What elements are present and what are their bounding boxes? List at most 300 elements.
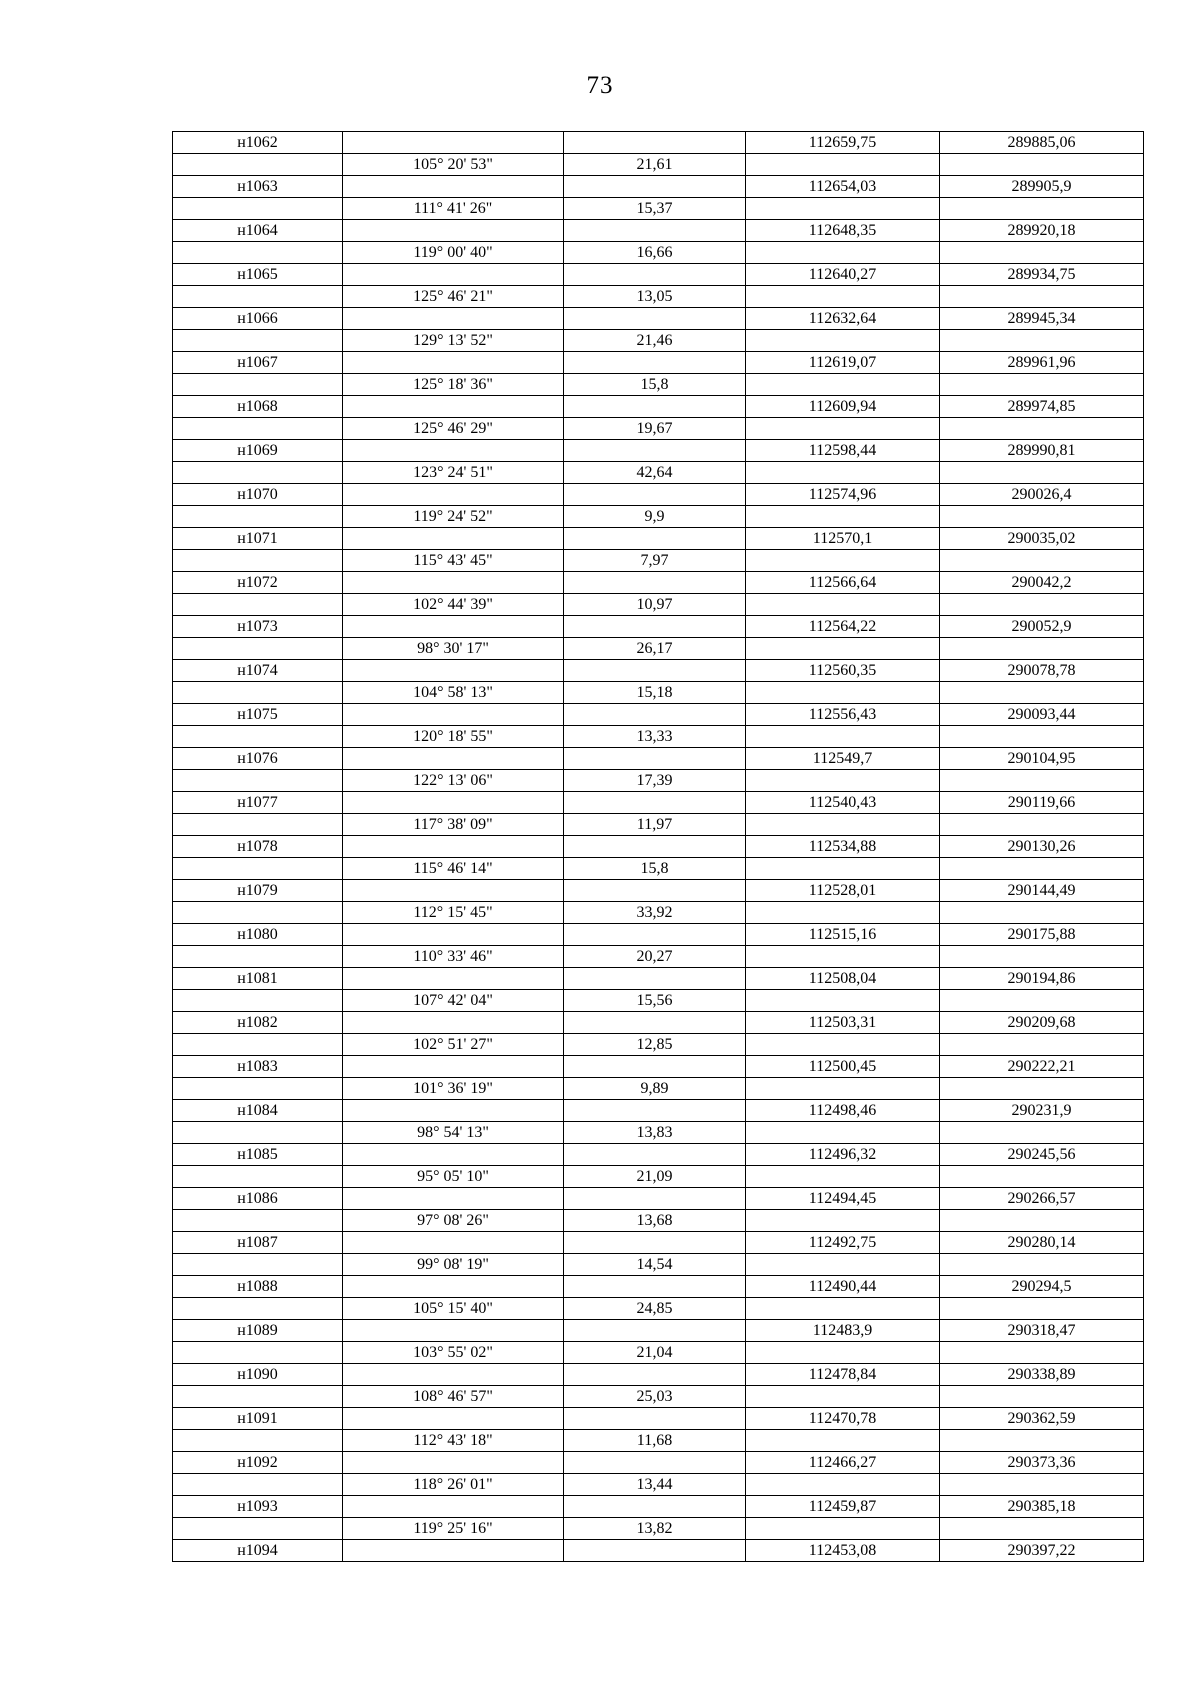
table-row [173,990,1144,1012]
direction-angle-cell [343,352,564,374]
point-name-cell: н1069 [173,440,343,462]
coord-x-cell: 112490,44 [746,1276,940,1298]
table-row [173,1342,1144,1364]
distance-cell: 15,37 [564,198,746,220]
table-row [173,1100,1144,1122]
coord-x-cell: 112570,1 [746,528,940,550]
coordinates-table-body [173,132,1144,1562]
coord-x-cell: 112648,35 [746,220,940,242]
coord-y-cell: 290042,2 [940,572,1144,594]
coord-y-cell [940,1474,1144,1496]
coord-y-cell [940,1342,1144,1364]
coord-x-cell: 112564,22 [746,616,940,638]
coord-x-cell [746,506,940,528]
table-row [173,770,1144,792]
point-name-cell [173,286,343,308]
direction-angle-cell [343,968,564,990]
distance-cell [564,924,746,946]
table-row [173,484,1144,506]
coord-x-cell [746,1210,940,1232]
point-name-cell [173,154,343,176]
direction-angle-cell: 119° 25' 16" [343,1518,564,1540]
point-name-cell [173,946,343,968]
coord-y-cell: 289974,85 [940,396,1144,418]
coord-y-cell [940,550,1144,572]
direction-angle-cell: 102° 51' 27" [343,1034,564,1056]
coord-x-cell: 112496,32 [746,1144,940,1166]
distance-cell [564,1012,746,1034]
direction-angle-cell [343,440,564,462]
distance-cell [564,1144,746,1166]
table-row [173,1496,1144,1518]
coord-y-cell [940,286,1144,308]
point-name-cell [173,682,343,704]
coord-x-cell: 112492,75 [746,1232,940,1254]
direction-angle-cell: 120° 18' 55" [343,726,564,748]
coord-y-cell: 289885,06 [940,132,1144,154]
coord-x-cell: 112640,27 [746,264,940,286]
table-row [173,1232,1144,1254]
direction-angle-cell [343,1188,564,1210]
coord-x-cell [746,1122,940,1144]
table-row [173,462,1144,484]
direction-angle-cell [343,792,564,814]
coord-x-cell [746,1078,940,1100]
coord-x-cell: 112515,16 [746,924,940,946]
coord-y-cell [940,1166,1144,1188]
direction-angle-cell: 115° 43' 45" [343,550,564,572]
distance-cell [564,748,746,770]
coord-y-cell: 290266,57 [940,1188,1144,1210]
distance-cell: 9,89 [564,1078,746,1100]
distance-cell [564,1320,746,1342]
coord-y-cell: 290035,02 [940,528,1144,550]
coord-x-cell [746,1342,940,1364]
direction-angle-cell [343,1540,564,1562]
point-name-cell: н1077 [173,792,343,814]
distance-cell [564,484,746,506]
table-row [173,308,1144,330]
distance-cell [564,308,746,330]
direction-angle-cell [343,880,564,902]
coord-y-cell [940,726,1144,748]
coord-x-cell: 112508,04 [746,968,940,990]
coord-y-cell [940,1518,1144,1540]
coord-x-cell [746,902,940,924]
table-row [173,792,1144,814]
table-row [173,946,1144,968]
coord-y-cell: 289961,96 [940,352,1144,374]
table-row [173,1408,1144,1430]
table-row [173,550,1144,572]
coord-y-cell: 290280,14 [940,1232,1144,1254]
direction-angle-cell [343,220,564,242]
point-name-cell [173,638,343,660]
direction-angle-cell [343,1320,564,1342]
direction-angle-cell [343,176,564,198]
distance-cell [564,792,746,814]
point-name-cell [173,1386,343,1408]
coord-x-cell [746,946,940,968]
point-name-cell [173,1342,343,1364]
coord-y-cell [940,1298,1144,1320]
point-name-cell [173,1210,343,1232]
table-row [173,418,1144,440]
coord-y-cell [940,1386,1144,1408]
coord-x-cell: 112632,64 [746,308,940,330]
coord-y-cell [940,418,1144,440]
point-name-cell [173,1474,343,1496]
coord-y-cell [940,638,1144,660]
coord-x-cell: 112654,03 [746,176,940,198]
table-row [173,814,1144,836]
table-row [173,594,1144,616]
coord-x-cell [746,550,940,572]
point-name-cell [173,1430,343,1452]
point-name-cell [173,594,343,616]
point-name-cell: н1075 [173,704,343,726]
table-row [173,1518,1144,1540]
direction-angle-cell [343,616,564,638]
coord-y-cell [940,1122,1144,1144]
direction-angle-cell: 99° 08' 19" [343,1254,564,1276]
coord-x-cell [746,858,940,880]
point-name-cell [173,330,343,352]
coord-y-cell: 289920,18 [940,220,1144,242]
coord-y-cell [940,506,1144,528]
coord-y-cell: 290318,47 [940,1320,1144,1342]
direction-angle-cell [343,1276,564,1298]
table-row [173,880,1144,902]
point-name-cell: н1092 [173,1452,343,1474]
distance-cell: 12,85 [564,1034,746,1056]
point-name-cell [173,1122,343,1144]
table-row [173,440,1144,462]
coord-x-cell: 112609,94 [746,396,940,418]
coordinates-table [172,131,1144,1562]
coord-y-cell: 289990,81 [940,440,1144,462]
point-name-cell [173,550,343,572]
direction-angle-cell: 112° 43' 18" [343,1430,564,1452]
point-name-cell: н1066 [173,308,343,330]
coord-x-cell: 112503,31 [746,1012,940,1034]
coord-y-cell: 289905,9 [940,176,1144,198]
coord-y-cell [940,198,1144,220]
coord-x-cell: 112549,7 [746,748,940,770]
coord-y-cell [940,1254,1144,1276]
table-row [173,352,1144,374]
coord-y-cell [940,814,1144,836]
point-name-cell: н1084 [173,1100,343,1122]
table-row [173,704,1144,726]
point-name-cell [173,814,343,836]
point-name-cell [173,770,343,792]
distance-cell: 13,82 [564,1518,746,1540]
coord-y-cell: 290026,4 [940,484,1144,506]
coord-x-cell: 112619,07 [746,352,940,374]
direction-angle-cell: 119° 24' 52" [343,506,564,528]
distance-cell: 42,64 [564,462,746,484]
distance-cell: 21,09 [564,1166,746,1188]
point-name-cell: н1065 [173,264,343,286]
point-name-cell: н1073 [173,616,343,638]
distance-cell [564,396,746,418]
distance-cell [564,1276,746,1298]
point-name-cell: н1090 [173,1364,343,1386]
point-name-cell [173,726,343,748]
point-name-cell: н1093 [173,1496,343,1518]
distance-cell: 25,03 [564,1386,746,1408]
direction-angle-cell [343,132,564,154]
direction-angle-cell: 110° 33' 46" [343,946,564,968]
table-row [173,1430,1144,1452]
coord-x-cell: 112556,43 [746,704,940,726]
distance-cell: 13,44 [564,1474,746,1496]
direction-angle-cell: 125° 18' 36" [343,374,564,396]
direction-angle-cell [343,924,564,946]
point-name-cell: н1083 [173,1056,343,1078]
direction-angle-cell: 117° 38' 09" [343,814,564,836]
coord-y-cell [940,1078,1144,1100]
point-name-cell: н1070 [173,484,343,506]
direction-angle-cell [343,264,564,286]
distance-cell [564,968,746,990]
direction-angle-cell [343,396,564,418]
coord-x-cell [746,198,940,220]
coord-x-cell [746,726,940,748]
coord-y-cell [940,374,1144,396]
distance-cell [564,660,746,682]
point-name-cell [173,1078,343,1100]
distance-cell: 13,33 [564,726,746,748]
point-name-cell [173,198,343,220]
direction-angle-cell: 101° 36' 19" [343,1078,564,1100]
coord-x-cell: 112540,43 [746,792,940,814]
table-row [173,726,1144,748]
distance-cell: 13,68 [564,1210,746,1232]
coord-x-cell [746,418,940,440]
direction-angle-cell: 105° 15' 40" [343,1298,564,1320]
point-name-cell: н1063 [173,176,343,198]
table-row [173,506,1144,528]
coord-x-cell: 112459,87 [746,1496,940,1518]
direction-angle-cell [343,308,564,330]
coord-x-cell [746,154,940,176]
direction-angle-cell: 108° 46' 57" [343,1386,564,1408]
direction-angle-cell [343,836,564,858]
direction-angle-cell [343,484,564,506]
coord-y-cell [940,990,1144,1012]
coord-x-cell: 112566,64 [746,572,940,594]
distance-cell: 24,85 [564,1298,746,1320]
coord-x-cell [746,1518,940,1540]
point-name-cell [173,462,343,484]
direction-angle-cell: 102° 44' 39" [343,594,564,616]
point-name-cell [173,1166,343,1188]
coord-x-cell: 112453,08 [746,1540,940,1562]
table-row [173,242,1144,264]
table-row [173,1386,1144,1408]
direction-angle-cell [343,1012,564,1034]
table-row [173,660,1144,682]
coord-y-cell: 290130,26 [940,836,1144,858]
coord-y-cell [940,858,1144,880]
table-row [173,1122,1144,1144]
direction-angle-cell [343,1408,564,1430]
coord-x-cell: 112466,27 [746,1452,940,1474]
distance-cell [564,1452,746,1474]
coord-y-cell: 289934,75 [940,264,1144,286]
table-row [173,132,1144,154]
point-name-cell: н1091 [173,1408,343,1430]
table-row [173,1474,1144,1496]
table-row [173,1210,1144,1232]
direction-angle-cell [343,1100,564,1122]
coord-y-cell [940,594,1144,616]
direction-angle-cell: 119° 00' 40" [343,242,564,264]
table-row [173,1298,1144,1320]
direction-angle-cell [343,704,564,726]
point-name-cell: н1082 [173,1012,343,1034]
table-row [173,330,1144,352]
point-name-cell [173,1254,343,1276]
coord-y-cell: 290397,22 [940,1540,1144,1562]
distance-cell [564,616,746,638]
coord-y-cell: 290294,5 [940,1276,1144,1298]
distance-cell [564,572,746,594]
table-row [173,1078,1144,1100]
table-row [173,1540,1144,1562]
direction-angle-cell: 105° 20' 53" [343,154,564,176]
point-name-cell [173,1298,343,1320]
distance-cell [564,176,746,198]
table-row [173,572,1144,594]
table-row [173,858,1144,880]
point-name-cell: н1076 [173,748,343,770]
direction-angle-cell: 111° 41' 26" [343,198,564,220]
point-name-cell: н1089 [173,1320,343,1342]
table-row [173,924,1144,946]
table-row [173,396,1144,418]
point-name-cell: н1087 [173,1232,343,1254]
distance-cell [564,836,746,858]
coord-y-cell: 290144,49 [940,880,1144,902]
direction-angle-cell: 103° 55' 02" [343,1342,564,1364]
coord-x-cell [746,770,940,792]
distance-cell [564,1188,746,1210]
point-name-cell [173,990,343,1012]
distance-cell [564,440,746,462]
table-row [173,286,1144,308]
point-name-cell [173,1034,343,1056]
coord-y-cell: 290373,36 [940,1452,1144,1474]
distance-cell [564,132,746,154]
distance-cell [564,704,746,726]
point-name-cell: н1094 [173,1540,343,1562]
coord-y-cell: 289945,34 [940,308,1144,330]
direction-angle-cell [343,748,564,770]
distance-cell [564,1408,746,1430]
distance-cell [564,1540,746,1562]
coord-y-cell: 290194,86 [940,968,1144,990]
point-name-cell: н1079 [173,880,343,902]
coord-y-cell: 290231,9 [940,1100,1144,1122]
coord-y-cell: 290052,9 [940,616,1144,638]
coord-x-cell: 112478,84 [746,1364,940,1386]
table-row [173,1034,1144,1056]
table-row [173,1012,1144,1034]
distance-cell: 26,17 [564,638,746,660]
distance-cell: 15,18 [564,682,746,704]
coord-x-cell [746,990,940,1012]
direction-angle-cell: 112° 15' 45" [343,902,564,924]
distance-cell [564,1100,746,1122]
table-row [173,682,1144,704]
distance-cell: 7,97 [564,550,746,572]
coord-y-cell: 290093,44 [940,704,1144,726]
coord-x-cell [746,374,940,396]
table-row [173,528,1144,550]
coord-x-cell: 112500,45 [746,1056,940,1078]
point-name-cell: н1074 [173,660,343,682]
point-name-cell: н1062 [173,132,343,154]
direction-angle-cell [343,1056,564,1078]
point-name-cell: н1086 [173,1188,343,1210]
table-row [173,616,1144,638]
table-row [173,1254,1144,1276]
coord-x-cell [746,1430,940,1452]
coord-x-cell [746,1254,940,1276]
coord-x-cell [746,286,940,308]
direction-angle-cell [343,1232,564,1254]
coord-y-cell [940,462,1144,484]
table-row [173,220,1144,242]
coord-y-cell [940,242,1144,264]
coord-x-cell [746,1034,940,1056]
distance-cell [564,880,746,902]
table-row [173,264,1144,286]
distance-cell [564,1496,746,1518]
direction-angle-cell [343,1144,564,1166]
table-row [173,1056,1144,1078]
coord-x-cell: 112534,88 [746,836,940,858]
coord-y-cell [940,154,1144,176]
coord-y-cell [940,902,1144,924]
direction-angle-cell: 104° 58' 13" [343,682,564,704]
direction-angle-cell: 95° 05' 10" [343,1166,564,1188]
coord-x-cell [746,1474,940,1496]
table-row [173,836,1144,858]
distance-cell [564,220,746,242]
coord-y-cell: 290362,59 [940,1408,1144,1430]
coord-y-cell [940,330,1144,352]
coord-y-cell [940,682,1144,704]
distance-cell [564,264,746,286]
coord-y-cell: 290209,68 [940,1012,1144,1034]
direction-angle-cell: 123° 24' 51" [343,462,564,484]
coord-x-cell: 112494,45 [746,1188,940,1210]
point-name-cell: н1072 [173,572,343,594]
direction-angle-cell: 115° 46' 14" [343,858,564,880]
distance-cell: 14,54 [564,1254,746,1276]
table-row [173,198,1144,220]
distance-cell [564,1232,746,1254]
point-name-cell: н1064 [173,220,343,242]
direction-angle-cell: 122° 13' 06" [343,770,564,792]
coord-y-cell: 290385,18 [940,1496,1144,1518]
direction-angle-cell [343,660,564,682]
direction-angle-cell: 125° 46' 29" [343,418,564,440]
